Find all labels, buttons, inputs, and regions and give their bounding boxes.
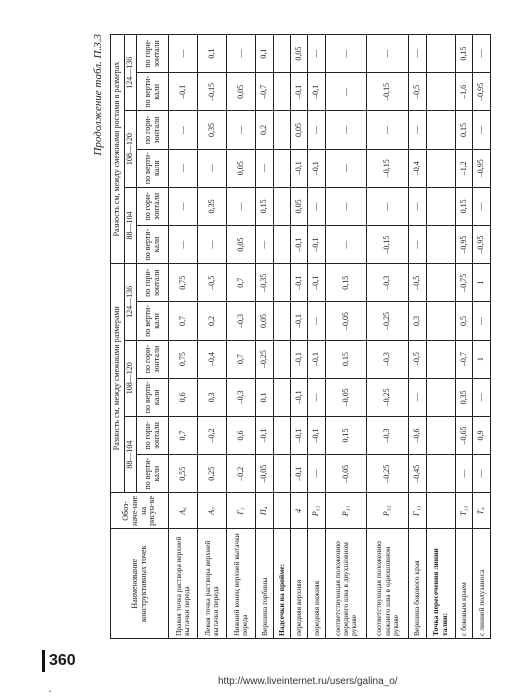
value-cell <box>426 35 455 73</box>
value-cell <box>426 187 455 225</box>
value-cell <box>426 455 455 493</box>
value-cell: –0,1 <box>290 340 308 378</box>
header-vertical: по верти-кали <box>137 378 169 416</box>
value-cell: 0,15 <box>455 35 473 73</box>
row-designation <box>273 493 290 529</box>
value-cell: 0,15 <box>326 340 367 378</box>
value-cell <box>273 340 290 378</box>
value-cell: –0,5 <box>408 264 426 302</box>
value-cell: 0,05 <box>290 111 308 149</box>
value-cell: –0,7 <box>455 340 473 378</box>
value-cell: –0,05 <box>326 455 367 493</box>
value-cell: 1 <box>473 264 491 302</box>
value-cell: –0,1 <box>308 149 326 187</box>
value-cell: –0,1 <box>290 455 308 493</box>
value-cell: — <box>326 187 367 225</box>
header-range: 108—120 <box>125 111 137 187</box>
table-row <box>408 35 426 639</box>
value-cell <box>426 416 455 454</box>
value-cell <box>273 225 290 263</box>
value-cell: –0,65 <box>455 416 473 454</box>
value-cell: –0,5 <box>408 73 426 111</box>
value-cell: –0,2 <box>227 455 256 493</box>
header-vertical: по верти-кали <box>137 302 169 340</box>
page-number: 360 <box>42 650 85 672</box>
value-cell: –0,15 <box>367 225 408 263</box>
value-cell <box>273 302 290 340</box>
table-row <box>290 35 308 639</box>
table-row <box>256 35 274 639</box>
row-name: Правая точка раствора верхней вытачки переда <box>169 529 198 639</box>
value-cell: 0,35 <box>198 111 227 149</box>
value-cell: –0,95 <box>473 225 491 263</box>
value-cell <box>273 378 290 416</box>
footer-url: http://www.liveinternet.ru/users/galina_o/ <box>218 676 398 687</box>
value-cell: — <box>367 35 408 73</box>
value-cell: –0,1 <box>290 378 308 416</box>
value-cell: –0,95 <box>473 73 491 111</box>
value-cell: — <box>473 111 491 149</box>
row-designation: T₄ <box>473 493 491 529</box>
value-cell: — <box>473 378 491 416</box>
header-range: 108—120 <box>125 340 137 416</box>
continued-table-title: Продолжение табл. П.3.3 <box>92 34 104 156</box>
value-cell: –0,1 <box>308 225 326 263</box>
value-cell: –0,15 <box>367 73 408 111</box>
header-horizontal: по гори-зонтали <box>137 187 169 225</box>
value-cell: –0,05 <box>256 455 274 493</box>
value-cell: –0,1 <box>290 73 308 111</box>
header-vertical: по верти-кали <box>137 455 169 493</box>
value-cell: 0,2 <box>256 111 274 149</box>
row-designation: П₄ <box>256 493 274 529</box>
row-name: Левая точка раствора верхней вытачки переда <box>198 529 227 639</box>
row-name: соответствующая положению нижнего шва в одношовном рукаве <box>367 529 408 639</box>
value-cell: –0,05 <box>326 378 367 416</box>
value-cell: — <box>473 302 491 340</box>
value-cell: –0,5 <box>408 340 426 378</box>
row-name: соответствующая положению переднего шва в двухшовном рукаве <box>326 529 367 639</box>
value-cell: 0,15 <box>455 111 473 149</box>
header-range: 124—136 <box>125 35 137 111</box>
value-cell: 0,7 <box>169 302 198 340</box>
table-body <box>169 35 491 639</box>
table-row <box>308 35 326 639</box>
value-cell: 0,9 <box>473 416 491 454</box>
value-cell <box>426 264 455 302</box>
value-cell: 0,1 <box>198 35 227 73</box>
table-row <box>227 35 256 639</box>
header-range: 88—104 <box>125 416 137 492</box>
value-cell: 0,35 <box>455 378 473 416</box>
value-cell: –0,75 <box>455 264 473 302</box>
value-cell: 0,1 <box>256 35 274 73</box>
header-group-adjacent: Разность см, между смежными размерами <box>111 264 125 493</box>
value-cell: –0,4 <box>408 149 426 187</box>
value-cell: — <box>408 378 426 416</box>
value-cell: 0,05 <box>290 35 308 73</box>
value-cell: –0,1 <box>290 149 308 187</box>
value-cell: — <box>308 111 326 149</box>
value-cell: 0,1 <box>256 378 274 416</box>
value-cell: –0,15 <box>198 73 227 111</box>
header-group-diag: Разность см, между смежными ростами в размерах <box>111 35 125 264</box>
table-row <box>273 35 290 639</box>
value-cell: –0,5 <box>198 264 227 302</box>
value-cell: 0,3 <box>408 302 426 340</box>
measurements-table <box>110 34 491 639</box>
value-cell: — <box>169 187 198 225</box>
row-name: с линией полузаноса <box>473 529 491 639</box>
value-cell: 0,55 <box>169 455 198 493</box>
value-cell: — <box>308 187 326 225</box>
value-cell: — <box>408 35 426 73</box>
value-cell: — <box>308 302 326 340</box>
row-name: передняя верхняя <box>290 529 308 639</box>
header-horizontal: по гори-зонтали <box>137 340 169 378</box>
value-cell <box>426 111 455 149</box>
header-name: Наименование конструктивных точек <box>111 529 169 639</box>
row-designation: Г₇ <box>227 493 256 529</box>
table-row <box>326 35 367 639</box>
value-cell: 0,7 <box>169 416 198 454</box>
value-cell: — <box>169 149 198 187</box>
value-cell: –0,1 <box>290 264 308 302</box>
value-cell: –0,25 <box>367 378 408 416</box>
value-cell: — <box>367 187 408 225</box>
value-cell: –0,05 <box>326 302 367 340</box>
value-cell: — <box>455 455 473 493</box>
header-range: 88—104 <box>125 187 137 263</box>
header-range: 124—136 <box>125 264 137 340</box>
value-cell <box>273 73 290 111</box>
value-cell: –0,2 <box>198 416 227 454</box>
table-row <box>426 35 455 639</box>
value-cell: — <box>198 149 227 187</box>
value-cell: 0,15 <box>326 264 367 302</box>
value-cell: –1,6 <box>455 73 473 111</box>
value-cell <box>273 35 290 73</box>
row-name: Вершина бокового края <box>408 529 426 639</box>
value-cell: — <box>256 225 274 263</box>
value-cell: 0,05 <box>227 73 256 111</box>
value-cell: — <box>308 35 326 73</box>
row-designation: P₅₁ <box>308 493 326 529</box>
value-cell: –0,1 <box>308 340 326 378</box>
value-cell: — <box>408 187 426 225</box>
header-vertical: по верти-кали <box>137 73 169 111</box>
value-cell: –0,3 <box>227 302 256 340</box>
value-cell: — <box>198 225 227 263</box>
value-cell: –0,35 <box>256 264 274 302</box>
row-designation: P₃₁ <box>326 493 367 529</box>
value-cell: — <box>169 35 198 73</box>
row-name: с боковым краем <box>455 529 473 639</box>
row-name: Вершина горбины <box>256 529 274 639</box>
header-designation: Обоз-наче-ние на рисун-ке <box>111 493 169 529</box>
value-cell: 0,3 <box>198 378 227 416</box>
value-cell: –1,2 <box>455 149 473 187</box>
value-cell <box>426 73 455 111</box>
row-name: передняя нижняя <box>308 529 326 639</box>
value-cell: — <box>227 187 256 225</box>
row-name: Точка пересечения линии талии: <box>426 529 455 639</box>
value-cell <box>273 187 290 225</box>
value-cell: –0,1 <box>256 416 274 454</box>
value-cell: — <box>227 111 256 149</box>
value-cell: –0,1 <box>169 73 198 111</box>
value-cell: –0,95 <box>473 149 491 187</box>
row-designation: P₃₂ <box>367 493 408 529</box>
table-row <box>169 35 198 639</box>
value-cell: –0,1 <box>308 73 326 111</box>
value-cell: 0,75 <box>169 264 198 302</box>
value-cell: –0,25 <box>256 340 274 378</box>
value-cell <box>426 302 455 340</box>
value-cell: 0,05 <box>256 302 274 340</box>
value-cell <box>426 225 455 263</box>
value-cell: — <box>308 455 326 493</box>
header-horizontal: по гори-зонтали <box>137 35 169 73</box>
header-vertical: по верти-кали <box>137 149 169 187</box>
row-designation: A₇ <box>198 493 227 529</box>
row-designation: A₆ <box>169 493 198 529</box>
value-cell: –0,1 <box>308 264 326 302</box>
value-cell <box>273 455 290 493</box>
value-cell: 0,7 <box>227 340 256 378</box>
value-cell <box>273 416 290 454</box>
header-horizontal: по гори-зонтали <box>137 111 169 149</box>
value-cell: –0,15 <box>367 149 408 187</box>
table-row <box>473 35 491 639</box>
value-cell: — <box>227 35 256 73</box>
value-cell: –0,7 <box>256 73 274 111</box>
rotated-page <box>92 34 491 639</box>
table-row <box>455 35 473 639</box>
value-cell: — <box>326 111 367 149</box>
header-horizontal: по гори-зонтали <box>137 264 169 302</box>
value-cell: –0,25 <box>367 455 408 493</box>
value-cell: –0,1 <box>308 416 326 454</box>
row-designation: Г₁₃ <box>408 493 426 529</box>
value-cell: –0,25 <box>367 302 408 340</box>
value-cell <box>426 378 455 416</box>
value-cell: — <box>473 187 491 225</box>
value-cell: –0,1 <box>290 302 308 340</box>
header-horizontal: по гори-зонтали <box>137 416 169 454</box>
value-cell: 0,05 <box>227 225 256 263</box>
value-cell: — <box>256 149 274 187</box>
table-row <box>367 35 408 639</box>
row-name: Надсечки на пройме: <box>273 529 290 639</box>
value-cell: 0,7 <box>227 264 256 302</box>
value-cell: 0,6 <box>227 416 256 454</box>
value-cell <box>273 149 290 187</box>
value-cell: 0,05 <box>227 149 256 187</box>
value-cell: — <box>408 225 426 263</box>
value-cell: — <box>326 73 367 111</box>
row-name: Нижний конец верхней вытачки переда <box>227 529 256 639</box>
row-designation <box>426 493 455 529</box>
value-cell: — <box>473 35 491 73</box>
value-cell: 0,35 <box>198 187 227 225</box>
table-row <box>198 35 227 639</box>
value-cell: 0,15 <box>326 416 367 454</box>
value-cell: 0,05 <box>290 187 308 225</box>
row-designation: T₁₂ <box>455 493 473 529</box>
value-cell: –0,45 <box>408 455 426 493</box>
value-cell: –0,1 <box>290 416 308 454</box>
value-cell: –0,3 <box>367 416 408 454</box>
value-cell: 0,5 <box>455 302 473 340</box>
value-cell: 0,25 <box>198 455 227 493</box>
value-cell <box>273 111 290 149</box>
value-cell: 0,2 <box>198 302 227 340</box>
value-cell: 1 <box>473 340 491 378</box>
value-cell <box>426 149 455 187</box>
value-cell: 0,75 <box>169 340 198 378</box>
value-cell: — <box>326 35 367 73</box>
value-cell: –0,1 <box>290 225 308 263</box>
value-cell <box>426 340 455 378</box>
value-cell: — <box>326 149 367 187</box>
value-cell: –0,3 <box>367 264 408 302</box>
value-cell: — <box>408 111 426 149</box>
value-cell: — <box>308 378 326 416</box>
value-cell: — <box>169 225 198 263</box>
value-cell: — <box>169 111 198 149</box>
value-cell: –0,95 <box>455 225 473 263</box>
value-cell: –0,4 <box>198 340 227 378</box>
value-cell: — <box>367 111 408 149</box>
value-cell: — <box>473 455 491 493</box>
value-cell <box>273 264 290 302</box>
value-cell: –0,6 <box>408 416 426 454</box>
row-designation: 4 <box>290 493 308 529</box>
value-cell: –0,3 <box>227 378 256 416</box>
stray-dot: · <box>48 684 52 698</box>
value-cell: –0,3 <box>367 340 408 378</box>
value-cell: — <box>326 225 367 263</box>
value-cell: 0,15 <box>455 187 473 225</box>
header-vertical: по верти-кали <box>137 225 169 263</box>
value-cell: 0,15 <box>256 187 274 225</box>
value-cell: 0,6 <box>169 378 198 416</box>
